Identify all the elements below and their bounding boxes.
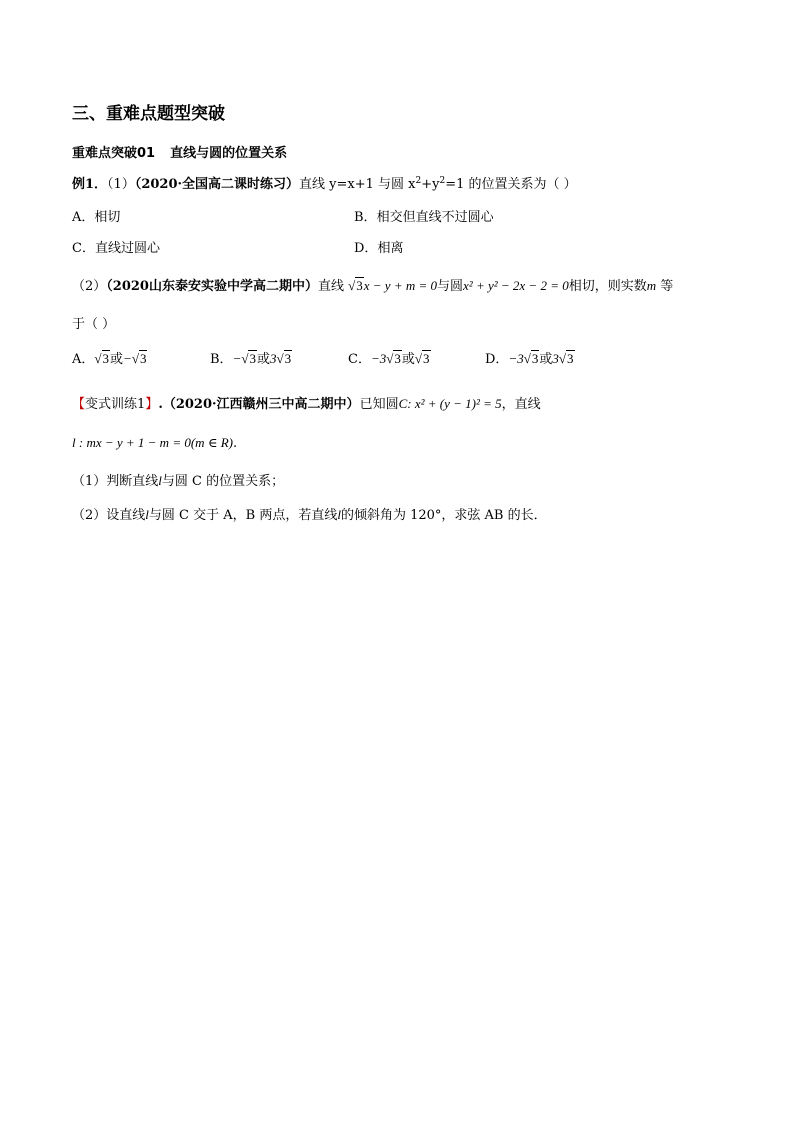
q1-number: （1） — [72, 474, 107, 489]
part2-word-line: 直线 — [317, 279, 344, 294]
option-c-text: 直线过圆心 — [94, 241, 160, 256]
part1-stem-a: 直线 y=x+1 与圆 x — [299, 177, 416, 192]
part2-tail: 相切，则实数 — [568, 279, 647, 294]
variant1-question-1 — [72, 474, 284, 488]
option-a-text: 相切 — [94, 210, 121, 225]
variant1-stem — [72, 397, 541, 411]
option-b-text: 相交但直线不过圆心 — [376, 210, 494, 225]
part2-option-c-label: C． — [348, 352, 371, 367]
example1-part1-stem — [72, 178, 577, 191]
variant1-end: . — [232, 436, 238, 451]
option-a-label: A． — [72, 210, 95, 225]
q2-var-l: l — [145, 507, 149, 522]
part2-option-a-label: A． — [72, 352, 95, 367]
breakthrough-heading — [72, 147, 287, 160]
q1-text-a: 判断直线 — [106, 474, 159, 489]
variant1-dot: . — [158, 397, 163, 412]
option-a[interactable] — [72, 211, 120, 224]
part2-tail2: 等 — [660, 279, 674, 294]
variant1-after: ，直线 — [501, 397, 541, 412]
option-d[interactable] — [354, 242, 403, 255]
part2-number: （2） — [72, 279, 107, 294]
part2-source: （2020山东泰安实验中学高二期中） — [106, 279, 318, 294]
q2-text-c: 的倾斜角为 120°，求弦 AB 的长． — [340, 508, 547, 523]
part2-option-a-val1: √3 — [94, 351, 110, 366]
q1-text-b: 与圆 C 的位置关系； — [161, 474, 285, 489]
part1-number: （1） — [107, 177, 135, 192]
part2-option-c-or: 或 — [401, 352, 415, 367]
option-d-text: 相离 — [377, 241, 404, 256]
option-c[interactable] — [72, 242, 160, 255]
part1-stem-b: +y — [421, 177, 440, 192]
part1-sup-1: 2 — [415, 176, 422, 186]
part2-option-b-label: B． — [210, 352, 233, 367]
part2-option-c-val1: −3√3 — [370, 351, 401, 366]
variant1-circle-equation: : x² + (y − 1)² = 5 — [407, 396, 502, 411]
variant1-intro: 已知圆 — [359, 397, 399, 412]
part2-option-c-val2: √3 — [414, 351, 430, 366]
part2-continuation: 于（ ） — [72, 317, 116, 332]
variant1-line-equation-row — [72, 436, 237, 450]
option-d-label: D． — [354, 241, 378, 256]
option-c-label: C． — [72, 241, 95, 256]
part2-option-d-val1: −3√3 — [508, 351, 539, 366]
part1-source: （2020·全国高二课时练习） — [134, 177, 300, 192]
part2-option-b-val1: −√3 — [232, 351, 256, 366]
q1-var-l: l — [158, 473, 162, 488]
q2-number: （2） — [72, 508, 107, 523]
variant1-line-equation: l : mx − y + 1 − m = 0(m ∈ R) — [72, 435, 233, 450]
q2-text-a: 设直线 — [106, 508, 146, 523]
part2-option-d-label: D． — [485, 352, 509, 367]
example-prefix: 例1． — [72, 177, 108, 192]
q2-text-b: 与圆 C 交于 A，B 两点，若直线 — [148, 508, 338, 523]
part2-option-c[interactable] — [348, 352, 431, 366]
part2-line-equation: √3x − y + m = 0 — [348, 278, 438, 293]
part2-option-a-or: 或 — [110, 352, 124, 367]
breakthrough-topic: 直线与圆的位置关系 — [170, 146, 288, 161]
option-b[interactable] — [354, 211, 494, 224]
example1-part2-stem — [72, 279, 673, 293]
part2-option-d-or: 或 — [539, 352, 553, 367]
part2-option-d[interactable] — [485, 352, 575, 366]
part2-option-a-val2: −√3 — [123, 351, 147, 366]
part2-word-circle: 与圆 — [437, 279, 464, 294]
variant1-label: 变式训练1 — [85, 397, 146, 412]
variant1-source: （2020·江西赣州三中高二期中） — [162, 397, 360, 412]
breakthrough-label: 重难点突破01 — [72, 146, 156, 161]
part2-circle-equation: x² + y² − 2x − 2 = 0 — [463, 278, 569, 293]
part2-option-b-val2: 3√3 — [270, 351, 292, 366]
part1-stem-c: =1 的位置关系为（ ） — [445, 177, 577, 192]
section-title: 三、重难点题型突破 — [72, 104, 225, 124]
part2-option-a[interactable] — [72, 352, 147, 366]
option-b-label: B． — [354, 210, 377, 225]
part2-option-b[interactable] — [210, 352, 292, 366]
part2-option-b-or: 或 — [256, 352, 270, 367]
variant1-bracket-open: 【 — [72, 397, 86, 412]
variant1-question-2 — [72, 508, 547, 522]
part1-sup-2: 2 — [439, 176, 446, 186]
variant1-circle-name: C — [398, 396, 408, 411]
variant1-bracket-close: 】 — [145, 397, 159, 412]
q2-var-l-2: l — [337, 507, 341, 522]
part2-option-d-val2: 3√3 — [552, 351, 574, 366]
part2-var-m: m — [646, 278, 657, 293]
